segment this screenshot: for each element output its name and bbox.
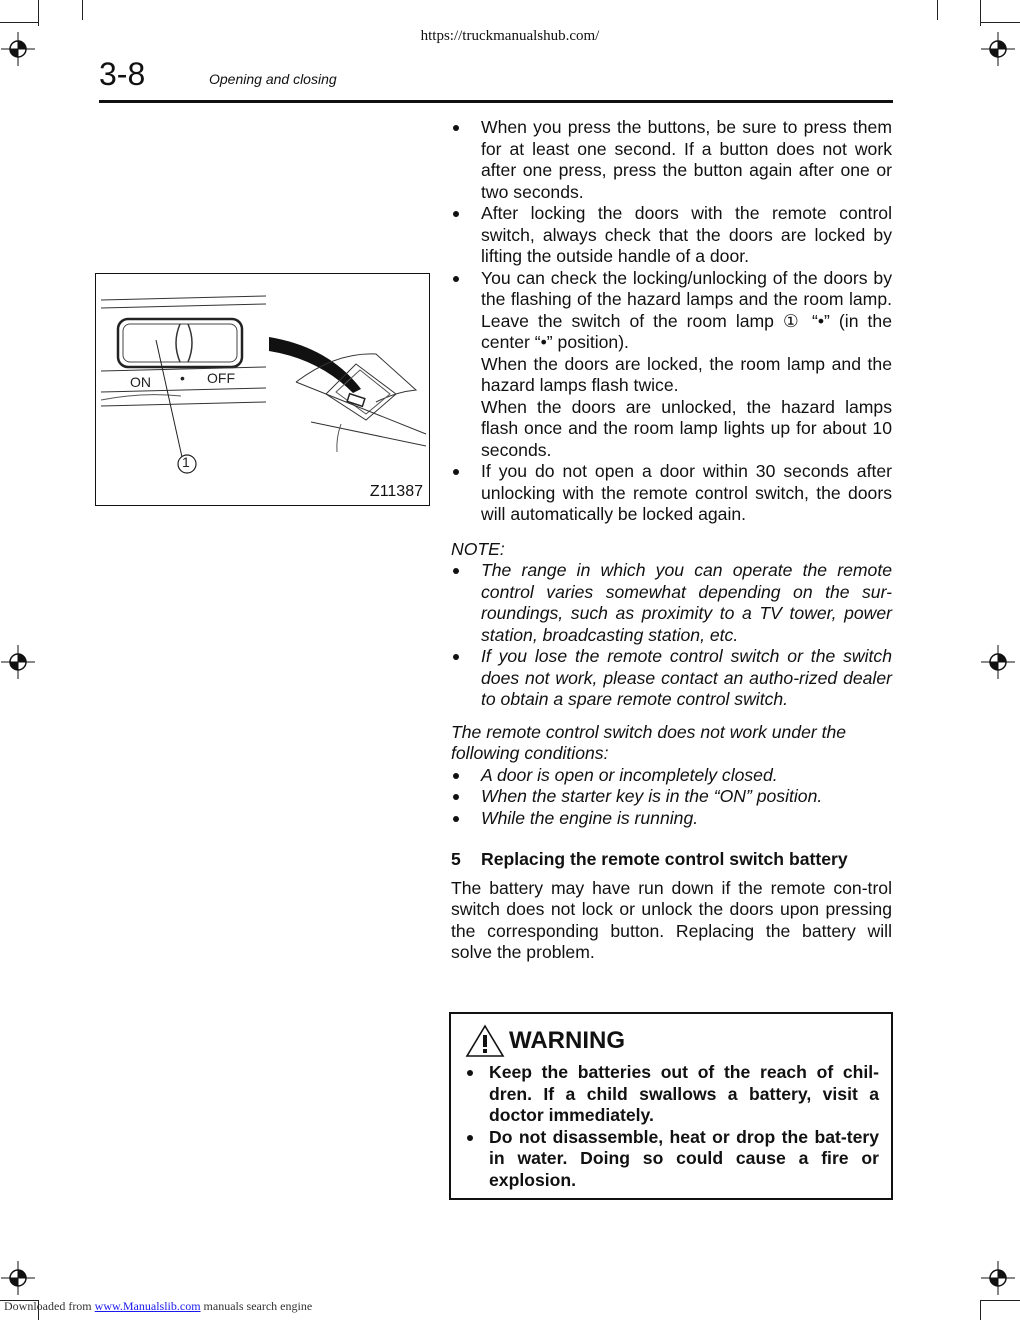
list-item: If you do not open a door within 30 seconds after unlocking with the remote control switch, the doors will automatically be locked again. <box>451 461 892 526</box>
header-url[interactable]: https://truckmanualshub.com/ <box>420 28 600 44</box>
callout-number: 1 <box>182 454 190 470</box>
warning-list <box>465 1062 879 1191</box>
page-number: 3-8 <box>99 56 146 92</box>
list-item: Keep the batteries out of the reach of chil-dren. If a child swallows a battery, visit a doctor immediately. <box>465 1062 879 1127</box>
section-heading-text: Replacing the remote control switch battery <box>481 849 848 869</box>
note-list <box>451 560 892 711</box>
list-item: A door is open or incompletely closed. <box>451 765 892 787</box>
warning-header <box>465 1024 625 1058</box>
section-heading <box>451 849 892 871</box>
crop-mark <box>937 0 938 20</box>
list-item: The range in which you can operate the remote control varies somewhat depending on the sur-roundings, such as proximity to a TV tower, power station, broadcasting station, etc. <box>451 560 892 646</box>
registration-mark-icon <box>981 645 1015 679</box>
list-item: When the starter key is in the “ON” position. <box>451 786 892 808</box>
switch-center-label: • <box>180 370 185 386</box>
list-item: Do not disassemble, heat or drop the bat-tery in water. Doing so could cause a fire or explosion. <box>465 1127 879 1192</box>
footer-link[interactable]: www.Manualslib.com <box>94 1299 201 1313</box>
switch-on-label: ON <box>130 374 151 390</box>
registration-mark-icon <box>1 1261 35 1295</box>
crop-mark <box>980 1300 1020 1301</box>
section-body: The battery may have run down if the remote con-trol switch does not lock or unlock the doors upon pressing the corresponding button. Replacing the battery will solve the problem. <box>451 877 892 962</box>
crop-mark <box>0 22 38 23</box>
section-number: 5 <box>451 849 461 869</box>
warning-title: WARNING <box>509 1027 625 1054</box>
list-item-text: When the doors are locked, the room lamp and the hazard lamps flash twice. <box>481 353 892 395</box>
footer-prefix: Downloaded from <box>4 1299 92 1313</box>
registration-mark-icon <box>1 645 35 679</box>
warning-box <box>449 1012 893 1200</box>
figure-code: Z11387 <box>369 483 423 500</box>
figure-room-lamp <box>95 273 430 506</box>
crop-mark <box>980 22 1020 23</box>
crop-mark <box>38 0 39 26</box>
crop-mark <box>82 0 83 20</box>
crop-mark <box>980 1300 981 1320</box>
registration-mark-icon <box>981 1261 1015 1295</box>
section-title: Opening and closing <box>209 71 337 87</box>
footer <box>4 1299 312 1314</box>
footer-suffix: manuals search engine <box>203 1299 313 1313</box>
list-item: After locking the doors with the remote control switch, always check that the doors are locked by lifting the outside handle of a door. <box>451 203 892 268</box>
conditions-list <box>451 765 892 830</box>
header-rule <box>99 100 893 103</box>
bullet-list-remote-usage <box>451 117 892 526</box>
list-item: If you lose the remote control switch or the switch does not work, please contact an autho-rized dealer to obtain a spare remote control switch. <box>451 646 892 711</box>
note-heading: NOTE: <box>451 538 505 559</box>
list-item-text: When the doors are unlocked, the hazard lamps flash once and the room lamp lights up for about 10 seconds. <box>481 396 892 460</box>
list-item: When you press the buttons, be sure to press them for at least one second. If a button does not work after one press, press the button again after one or two seconds. <box>451 117 892 203</box>
list-item: While the engine is running. <box>451 808 892 830</box>
warning-triangle-icon <box>465 1024 505 1058</box>
main-column <box>451 117 892 964</box>
list-item <box>451 268 892 462</box>
list-item-text: You can check the locking/unlocking of the doors by the flashing of the hazard lamps and the room lamp. Leave the switch of the room lamp ① “•” (in the center “•” position). <box>481 267 892 352</box>
conditions-intro: The remote control switch does not work under the following conditions: <box>451 721 847 763</box>
switch-off-label: OFF <box>207 370 235 386</box>
